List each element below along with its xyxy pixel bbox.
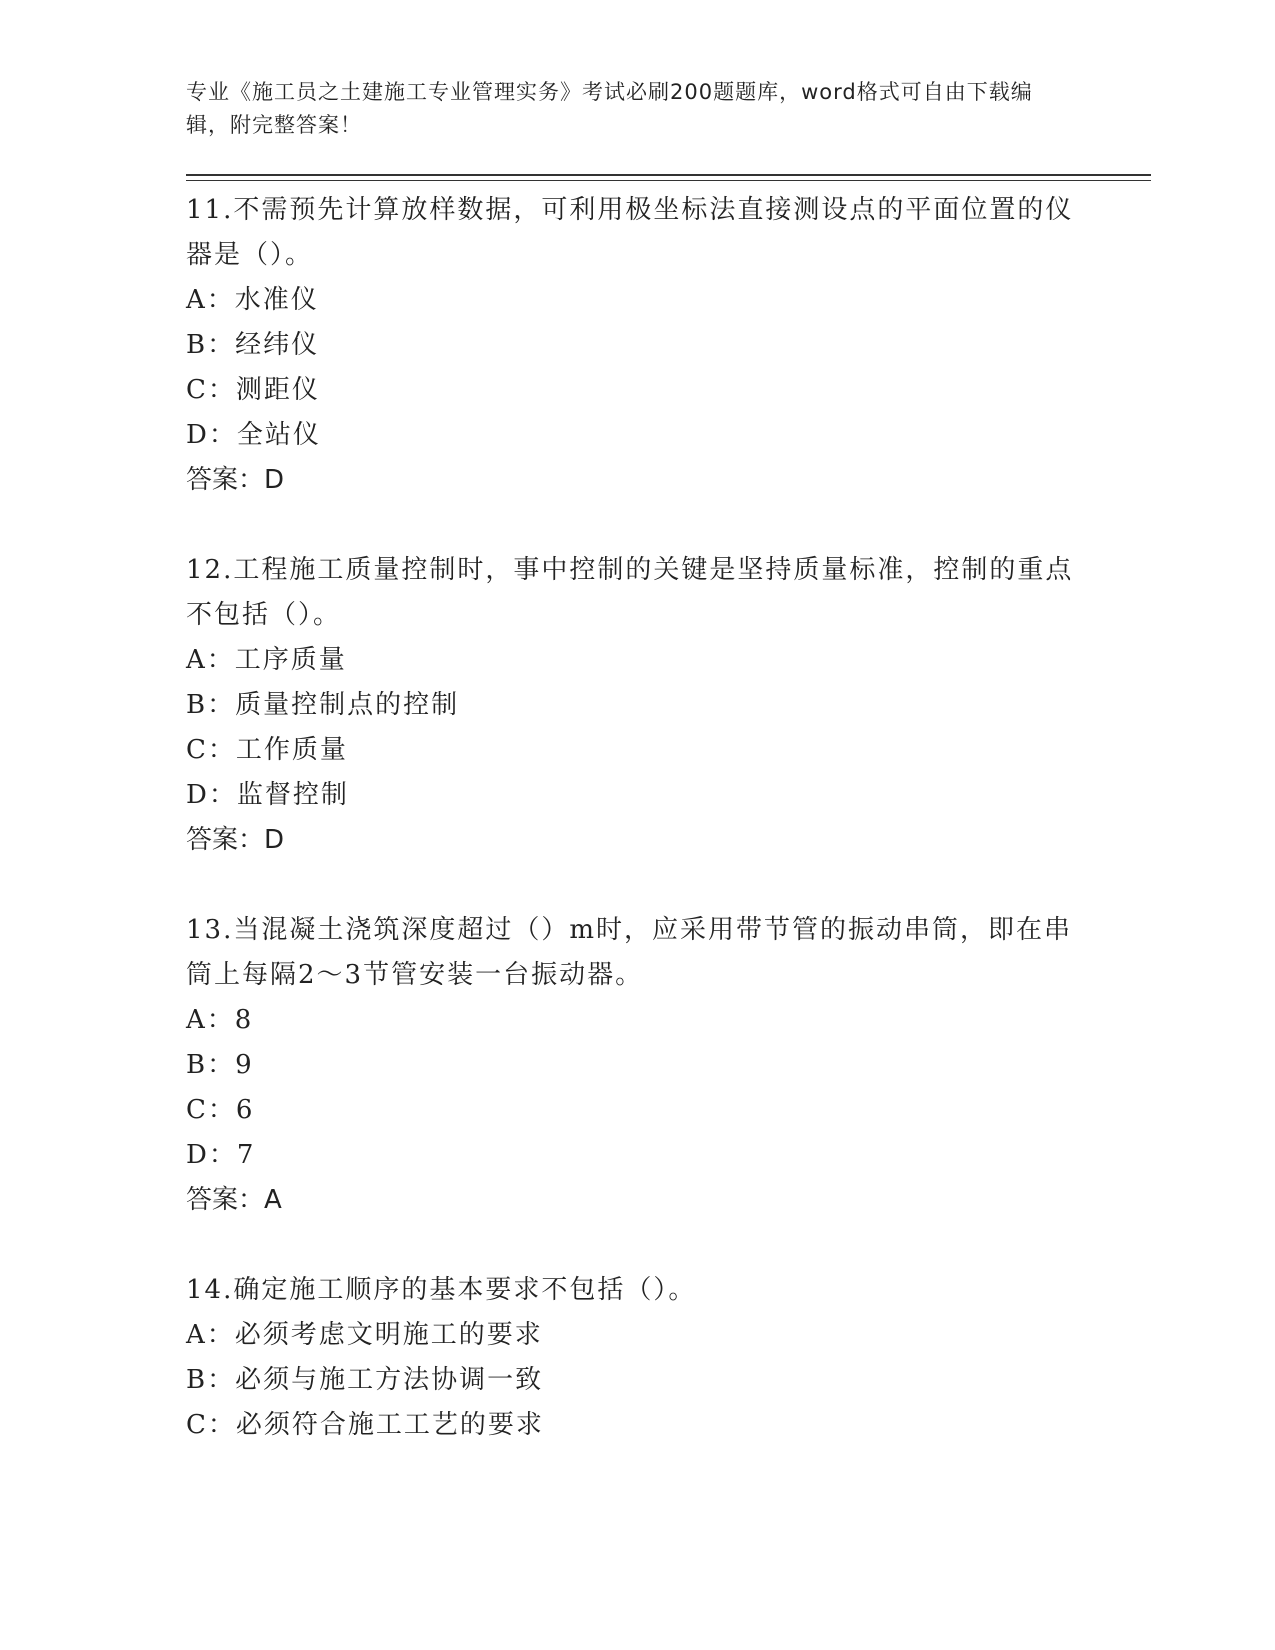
question-12	[186, 548, 1086, 863]
option-b: B：质量控制点的控制	[186, 690, 460, 720]
question-stem: 14.确定施工顺序的基本要求不包括（）。	[186, 1275, 697, 1305]
answer-line: 答案：D	[186, 825, 285, 855]
option-a: A：水准仪	[186, 285, 319, 315]
header-rule-thick	[186, 174, 1151, 176]
option-c: C：6	[186, 1095, 255, 1125]
option-b: B：必须与施工方法协调一致	[186, 1365, 544, 1395]
option-d: D：监督控制	[186, 780, 349, 810]
question-14	[186, 1268, 1086, 1448]
question-stem: 12.工程施工质量控制时，事中控制的关键是坚持质量标准，控制的重点不包括（）。	[186, 555, 1074, 630]
question-stem: 11.不需预先计算放样数据，可利用极坐标法直接测设点的平面位置的仪器是（）。	[186, 195, 1074, 270]
option-b: B：9	[186, 1050, 254, 1080]
header-rule-thin	[186, 180, 1151, 181]
option-a: A：工序质量	[186, 645, 347, 675]
option-b: B：经纬仪	[186, 330, 320, 360]
option-c: C：必须符合施工工艺的要求	[186, 1410, 544, 1440]
answer-line: 答案：A	[186, 1185, 282, 1215]
question-11	[186, 188, 1086, 503]
document-header: 专业《施工员之土建施工专业管理实务》考试必刷200题题库，word格式可自由下载编辑，附完整答案！	[186, 80, 1033, 137]
question-list	[186, 188, 1086, 1493]
option-a: A：必须考虑文明施工的要求	[186, 1320, 543, 1350]
question-stem: 13.当混凝土浇筑深度超过（）m时，应采用带节管的振动串筒，即在串筒上每隔2～3节管安装一台振动器。	[186, 915, 1073, 990]
option-a: A：8	[186, 1005, 254, 1035]
option-c: C：工作质量	[186, 735, 348, 765]
option-d: D：全站仪	[186, 420, 321, 450]
answer-line: 答案：D	[186, 465, 285, 495]
option-c: C：测距仪	[186, 375, 320, 405]
option-d: D：7	[186, 1140, 256, 1170]
question-13	[186, 908, 1086, 1223]
